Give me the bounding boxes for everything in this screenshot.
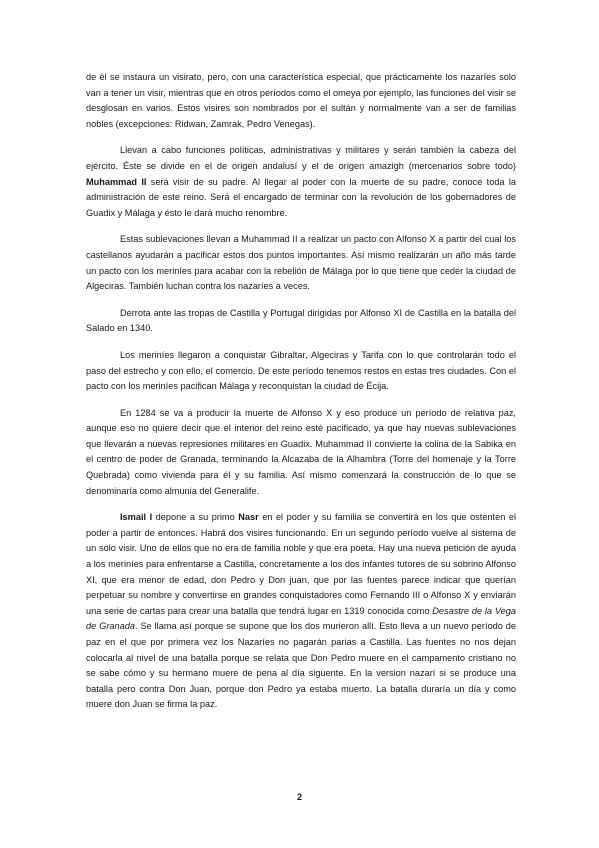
text-run: Derrota ante las tropas de Castilla y Portugal dirigidas por Alfonso XI de Castilla en la batalla del Salado en 1340. xyxy=(86,307,516,334)
paragraph xyxy=(86,232,516,294)
document-body xyxy=(86,70,516,724)
text-run: Los meriníes llegaron a conquistar Gibraltar, Algeciras y Tarifa con lo que controlarán todo el paso del estrecho y con ello, el comercio. De este período tenemos restos en estas tres ciudades. Con el pacto con los meriníes pacifican Málaga y reconquistan la ciudad de Écija. xyxy=(86,349,516,392)
bold-name: Ismail I xyxy=(120,512,153,523)
text-run: Llevan a cabo funciones políticas, administrativas y militares y serán también la cabeza del ejército. Éste se divide en el de origen andalusí y el de origen amazigh (mercenarios sobre todo) xyxy=(86,145,516,171)
paragraph xyxy=(86,143,516,221)
paragraph xyxy=(86,510,516,713)
paragraph xyxy=(86,406,516,500)
text-run: será visir de su padre. Al llegar al poder con la muerte de su padre, conoce toda la administración de este reino. Será el encargado de terminar con la revolución de los gobernadores de Guadix y Málaga y ésto le dará mucho renombre. xyxy=(86,176,516,218)
paragraph xyxy=(86,306,516,337)
italic-title: Desastre de la Vega de Granada xyxy=(86,605,516,632)
text-run: . Se llama así porque se supone que los dos murieron allí. Esto lleva a un nuevo período de paz en el que por primera vez los Nazaríes no pagarán parias a Castilla. Las fuentes no nos dejan colocarla al nivel de una batalla porque se relata que Don Pedro muere en el campamento cristiano no se sabe cómo y su hermano muere de pena al día siguente. En la version nazarí si se produce una batalla pero contra Don Juan, porque don Pedro ya estaba muerto. La batalla duraría un día y como muere don Juan se firma la paz. xyxy=(86,621,517,710)
text-run: En 1284 se va a producir la muerte de Alfonso X y eso produce un período de relativa paz, aunque eso no quiere decir que el interior del reino esté pacificado, ya que hay nuevas sublevaciones que llevarán a nuevas represiones militares en Guadix. Muhammad II convierte la colina de la Sabika en el centro de poder de Granada, terminando la Alcazaba de la Alhambra (Torre del homenaje y la Torre Quebrada) como vivienda para él y su familia. Así mismo comenzará la construcción de lo que se denominaría como almunia del Generalife. xyxy=(86,407,516,496)
text-run: depone a su primo xyxy=(152,512,239,523)
paragraph xyxy=(86,70,516,132)
text-run: de él se instaura un visirato, pero, con una característica especial, que prácticamente los nazaríes solo van a tener un visir, mientras que en otros períodos como el omeya por ejemplo, las funciones del visir se desglosan en varios. Estos visires son nombrados por el sultán y normalmente van a ser de familias nobles (excepciones: Ridwan, Zamrak, Pedro Venegas). xyxy=(86,72,516,129)
bold-name: Nasr xyxy=(238,512,259,523)
page-number: 2 xyxy=(296,792,302,802)
paragraph xyxy=(86,348,516,395)
text-run: Estas sublevaciones llevan a Muhammad II a realizar un pacto con Alfonso X a partir del cual los castellanos ayudarán a pacificar estos dos puntos importantes. Así mismo realizarán un año más tarde un pacto con los meriníes para acabar con la rebelión de Málaga por lo que tiene que ceder la ciudad de Algeciras. También luchan contra los nazaríes a veces. xyxy=(86,234,516,292)
text-run: en el poder y su familia se convertirá en los que ostenten el poder a partir de entonces. Habrá dos visires funcionando. En un segundo período vuelve al sistema de un solo visir. Uno de ellos que no era de familia noble y que era poeta. Hay una nueva petición de ayuda a los meriníes para enfrentarse a Castilla, concretamente a los dos infantes tutores de su sobrino Alfonso XI, que era menor de edad, don Pedro y Don juan, que por las fuentes parece indicar que querían perpetuar su nombre y convertirse en grandes conquistadores como Fernando III o Alfonso X y enviarán una serie de cartas para crear una batalla que tendrá lugar en 1319 conocida como xyxy=(86,512,516,616)
bold-name: Muhammad II xyxy=(86,176,147,187)
